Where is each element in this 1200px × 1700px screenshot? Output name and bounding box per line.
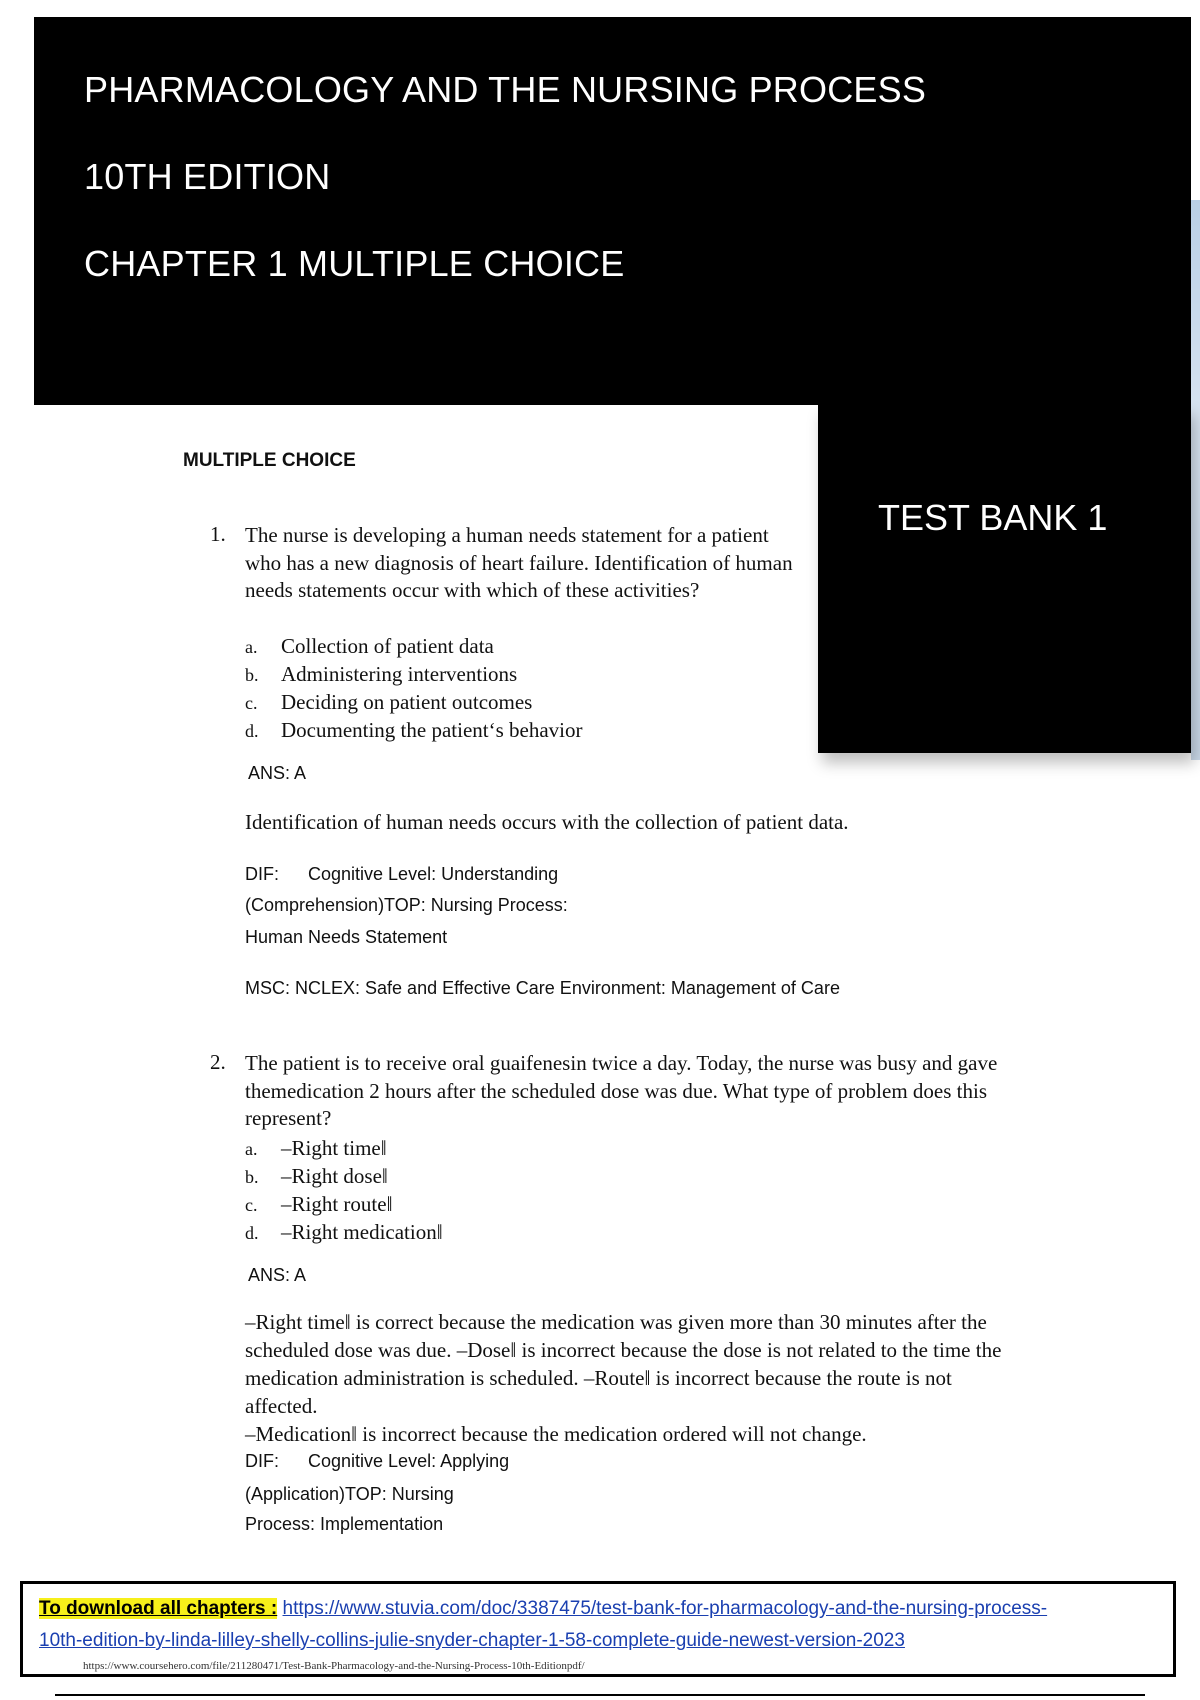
question-text: The patient is to receive oral guaifenesin twice a day. Today, the nurse was busy and gave themedication 2 hours after the scheduled dose was due. What type of problem does this represent? xyxy=(245,1051,998,1130)
question-number: 2. xyxy=(210,1050,226,1074)
book-title: PHARMACOLOGY AND THE NURSING PROCESS xyxy=(84,69,927,110)
option-item xyxy=(245,1218,443,1246)
edition-label: 10TH EDITION xyxy=(84,156,331,197)
bottom-divider xyxy=(55,1694,1145,1696)
chapter-label: CHAPTER 1 MULTIPLE CHOICE xyxy=(84,243,625,284)
difficulty-label: DIF: xyxy=(245,1451,279,1471)
topic-line-2: Process: Implementation xyxy=(245,1514,444,1534)
rationale-text-2: –Medication‖ is incorrect because the medication ordered will not change. xyxy=(245,1422,867,1446)
option-letter: a. xyxy=(245,637,258,657)
option-text: Deciding on patient outcomes xyxy=(281,690,533,714)
cognitive-level: Cognitive Level: Understanding xyxy=(308,864,559,884)
difficulty-label: DIF: xyxy=(245,864,279,884)
answer-key: ANS: A xyxy=(248,1265,307,1285)
cognitive-level: Cognitive Level: Applying xyxy=(308,1451,510,1471)
option-text: Administering interventions xyxy=(281,662,518,686)
option-text: –Right route‖ xyxy=(281,1192,393,1216)
topic-line-2: Human Needs Statement xyxy=(245,927,448,947)
test-bank-box xyxy=(818,405,1191,753)
option-letter: c. xyxy=(245,1195,258,1215)
section-heading: MULTIPLE CHOICE xyxy=(183,450,356,471)
option-letter: d. xyxy=(245,1223,259,1243)
option-text: –Right medication‖ xyxy=(281,1220,443,1244)
option-text: Collection of patient data xyxy=(281,634,494,658)
topic-line: (Application)TOP: Nursing xyxy=(245,1484,454,1504)
topic-line: (Comprehension)TOP: Nursing Process: xyxy=(245,895,568,915)
option-item xyxy=(245,660,583,688)
download-label: To download all chapters : xyxy=(39,1598,278,1619)
option-letter: d. xyxy=(245,721,259,741)
option-text: Documenting the patient‘s behavior xyxy=(281,718,583,742)
option-text: –Right dose‖ xyxy=(281,1164,388,1188)
option-item xyxy=(245,1162,443,1190)
option-item xyxy=(245,716,583,744)
option-text: –Right time‖ xyxy=(281,1136,387,1160)
download-link[interactable]: https://www.stuvia.com/doc/3387475/test-bank-for-pharmacology-and-the-nursing-process- xyxy=(282,1598,1048,1619)
option-item xyxy=(245,1190,443,1218)
question-number: 1. xyxy=(210,522,226,546)
answer-options xyxy=(245,1134,443,1246)
option-letter: b. xyxy=(245,665,259,685)
answer-options xyxy=(245,632,583,744)
option-item xyxy=(245,1134,443,1162)
download-link-continued[interactable]: 10th-edition-by-linda-lilley-shelly-collins-julie-snyder-chapter-1-58-complete-guide-newest-version-2023 xyxy=(39,1630,905,1651)
rationale-text: Identification of human needs occurs with the collection of patient data. xyxy=(245,810,849,834)
test-bank-label: TEST BANK 1 xyxy=(878,497,1108,538)
option-letter: a. xyxy=(245,1139,258,1159)
rationale-text: –Right time‖ is correct because the medication was given more than 30 minutes after the scheduled dose was due. –Dose‖ is incorrect because the dose is not related to the time the medication administration is scheduled. –Route‖ is incorrect because the route is not affected. xyxy=(245,1310,1002,1418)
answer-key: ANS: A xyxy=(248,763,307,783)
msc-line: MSC: NCLEX: Safe and Effective Care Environment: Management of Care xyxy=(245,978,840,998)
option-item xyxy=(245,632,583,660)
option-item xyxy=(245,688,583,716)
background-image-edge xyxy=(1191,200,1200,760)
source-url: https://www.coursehero.com/file/211280471/Test-Bank-Pharmacology-and-the-Nursing-Process-10th-Editionpdf/ xyxy=(83,1660,585,1672)
header-banner xyxy=(34,17,1191,405)
download-line-2 xyxy=(39,1630,905,1652)
download-box xyxy=(20,1581,1176,1677)
option-letter: c. xyxy=(245,693,258,713)
option-letter: b. xyxy=(245,1167,259,1187)
download-line xyxy=(39,1598,1047,1620)
question-text: The nurse is developing a human needs statement for a patient who has a new diagnosis of heart failure. Identification of human needs statements occur with which of these activities? xyxy=(245,523,793,602)
